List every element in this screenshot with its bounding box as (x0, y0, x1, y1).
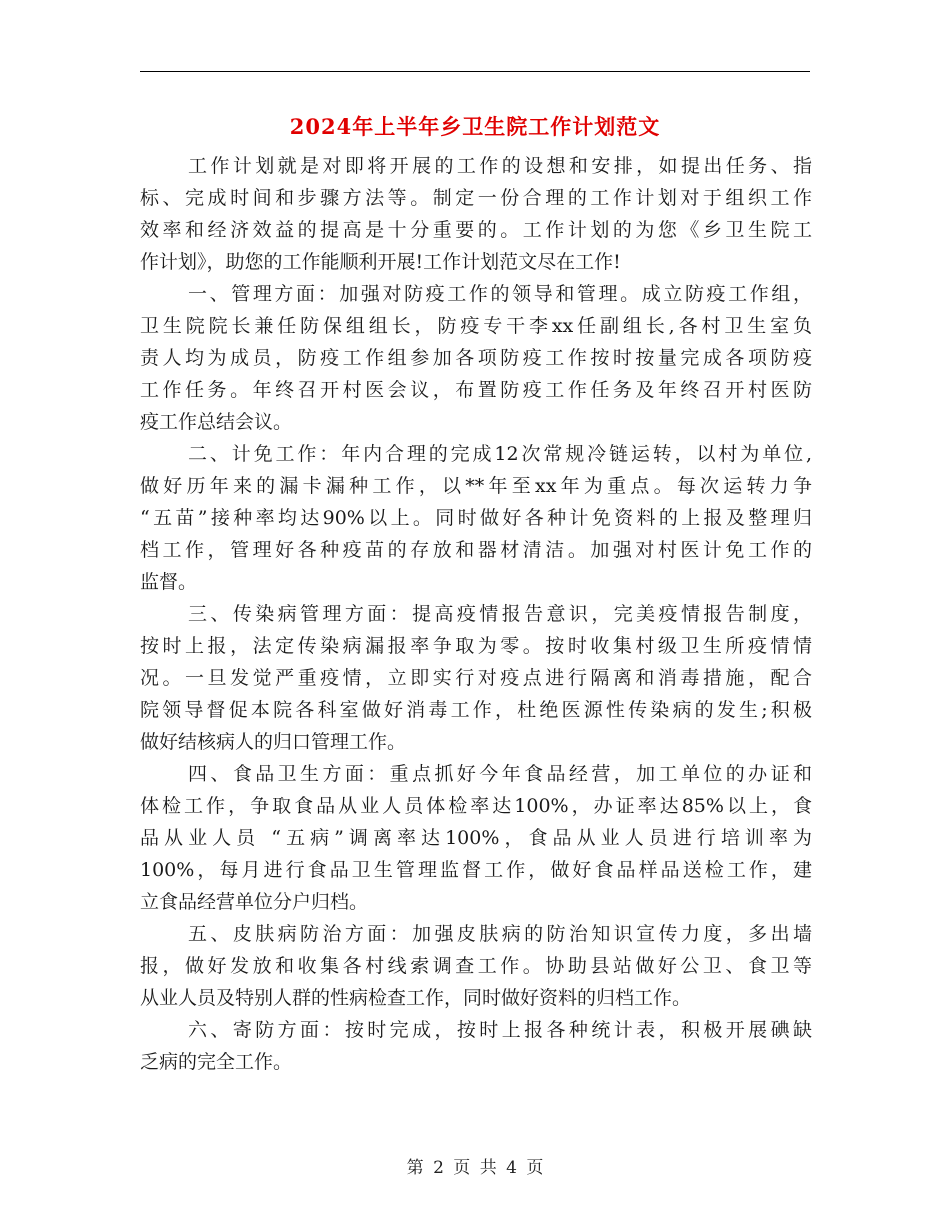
immunization-paragraph (140, 438, 812, 598)
text-line: 二、计免工作：年内合理的完成12次常规冷链运转，以村为单位, (188, 443, 812, 465)
text-line: 乏病的完全工作。 (140, 1051, 293, 1073)
text-line: 疫工作总结会议。 (140, 411, 293, 433)
text-line: 做好结核病人的归口管理工作。 (140, 731, 407, 753)
header-rule (140, 71, 810, 72)
text-line: 卫生院院长兼任防保组组长，防疫专干李xx任副组长,各村卫生室负 (140, 315, 812, 337)
text-line: 标、完成时间和步骤方法等。制定一份合理的工作计划对于组织工作 (140, 187, 812, 209)
food-hygiene-paragraph (140, 758, 812, 918)
text-line: 体检工作，争取食品从业人员体检率达100%，办证率达85%以上，食 (140, 795, 812, 817)
document-title: 2024年上半年乡卫生院工作计划范文 (289, 114, 661, 139)
text-line: 档工作，管理好各种疫苗的存放和器材清洁。加强对村医计免工作的 (140, 539, 812, 561)
text-line: 院领导督促本院各科室做好消毒工作，杜绝医源性传染病的发生;积极 (140, 699, 812, 721)
text-line: 立食品经营单位分户归档。 (140, 891, 369, 913)
infectious-disease-paragraph (140, 598, 812, 758)
management-paragraph (140, 278, 812, 438)
text-line: 一、管理方面：加强对防疫工作的领导和管理。成立防疫工作组， (188, 283, 812, 305)
text-line: 效率和经济效益的提高是十分重要的。工作计划的为您《乡卫生院工 (140, 219, 812, 241)
page-footer: 第 2 页 共 4 页 (406, 1158, 544, 1178)
text-line: 责人均为成员，防疫工作组参加各项防疫工作按时按量完成各项防疫 (140, 347, 812, 369)
text-line: 按时上报，法定传染病漏报率争取为零。按时收集村级卫生所疫情情 (140, 635, 812, 657)
text-line: 监督。 (140, 571, 198, 593)
skin-disease-paragraph (140, 918, 812, 1014)
document-body (140, 150, 812, 1078)
text-line: 品从业人员 “五病”调离率达100%，食品从业人员进行培训率为 (140, 827, 812, 849)
text-line: “五苗”接种率均达90%以上。同时做好各种计免资料的上报及整理归 (140, 507, 812, 529)
text-line: 三、传染病管理方面：提高疫情报告意识，完美疫情报告制度， (188, 603, 812, 625)
text-line: 报，做好发放和收集各村线索调查工作。协助县站做好公卫、食卫等 (140, 955, 812, 977)
text-line: 四、食品卫生方面：重点抓好今年食品经营，加工单位的办证和 (188, 763, 812, 785)
text-line: 况。一旦发觉严重疫情，立即实行对疫点进行隔离和消毒措施，配合 (140, 667, 812, 689)
text-line: 100%，每月进行食品卫生管理监督工作，做好食品样品送检工作，建 (140, 859, 812, 881)
text-line: 作计划》，助您的工作能顺利开展!工作计划范文尽在工作! (140, 251, 621, 273)
parasite-prevention-paragraph (140, 1014, 812, 1078)
text-line: 五、皮肤病防治方面：加强皮肤病的防治知识宣传力度，多出墙 (188, 923, 812, 945)
text-line: 工作计划就是对即将开展的工作的设想和安排，如提出任务、指 (188, 155, 812, 177)
text-line: 工作任务。年终召开村医会议，布置防疫工作任务及年终召开村医防 (140, 379, 812, 401)
text-line: 做好历年来的漏卡漏种工作，以**年至xx年为重点。每次运转力争 (140, 475, 812, 497)
intro-paragraph (140, 150, 812, 278)
text-line: 六、寄防方面：按时完成，按时上报各种统计表，积极开展碘缺 (188, 1019, 812, 1041)
text-line: 从业人员及特别人群的性病检查工作，同时做好资料的归档工作。 (140, 987, 692, 1009)
